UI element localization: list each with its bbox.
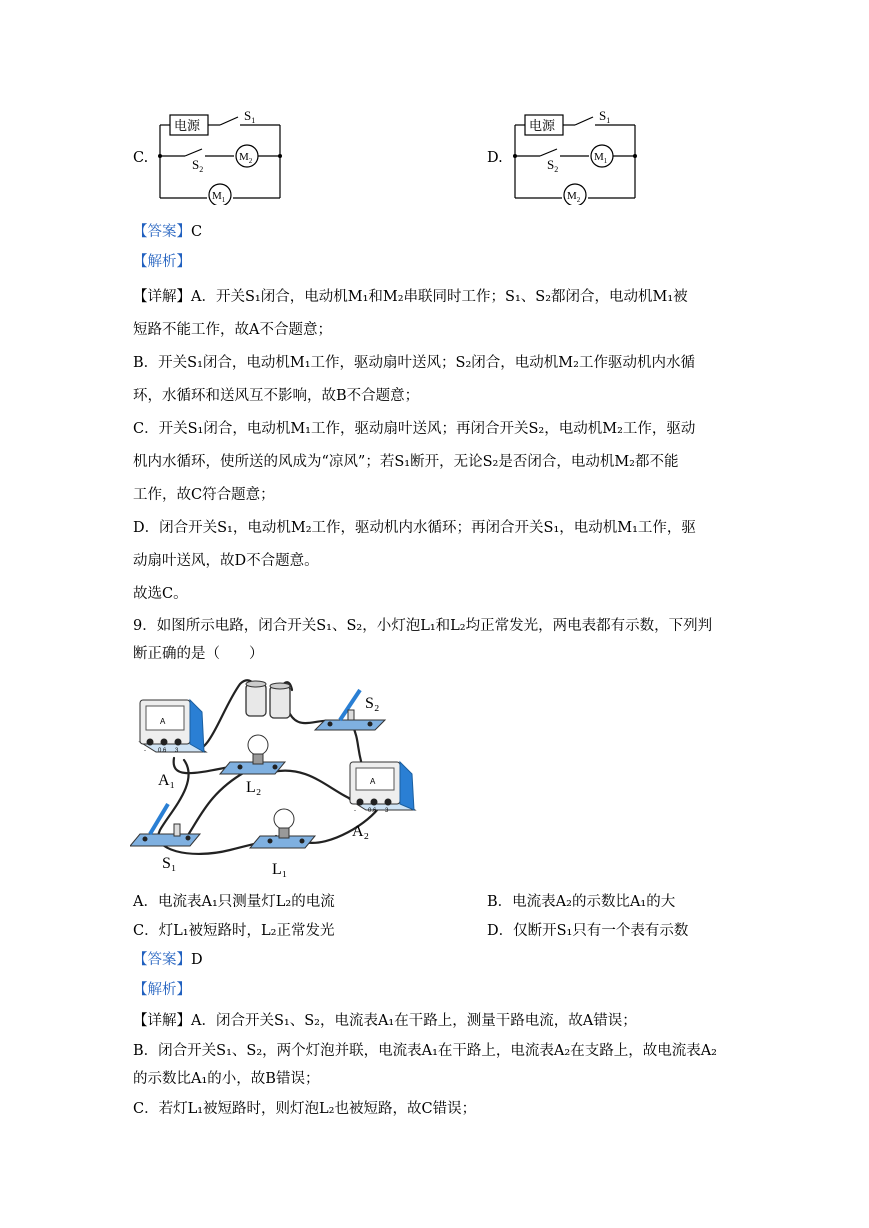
option-c-label: C. — [133, 150, 149, 166]
q8-analysis-tag: 【解析】 — [133, 254, 191, 270]
svg-text:3: 3 — [175, 748, 179, 754]
svg-text:0.6: 0.6 — [158, 748, 167, 754]
q8-detail-c-2: 机内水循环，使所送的风成为“凉风”；若S₁断开，无论S₂是否闭合，电动机M₂都不能 — [133, 454, 679, 470]
q8-detail-d-2: 动扇叶送风，故D不合题意。 — [133, 553, 319, 569]
l2-label: L₂ — [246, 779, 262, 796]
q8-detail-b-1: B．开关S₁闭合，电动机M₁工作，驱动扇叶送风；S₂闭合，电动机M₂工作驱动机内水循 — [133, 355, 695, 371]
svg-text:M1: $M_1$ — [594, 151, 608, 165]
svg-text:0.6: 0.6 — [368, 808, 377, 814]
q9-detail-a: 【详解】A．闭合开关S₁、S₂，电流表A₁在干路上，测量干路电流，故A错误； — [133, 1013, 637, 1029]
option-d-label: D. — [487, 150, 503, 166]
a1-label: A₁ — [158, 772, 176, 789]
circuit-diagram-c — [150, 105, 290, 205]
q9-option-a: A．电流表A₁只测量灯L₂的电流 — [133, 894, 335, 910]
bulb-l1-icon — [250, 809, 315, 848]
power-label-d: 电源 — [529, 118, 556, 133]
svg-text:M1: $M_1$ — [212, 190, 226, 204]
q8-detail-b-2: 环，水循环和送风互不影响，故B不合题意； — [133, 388, 420, 404]
power-label-c: 电源 — [174, 118, 201, 133]
svg-text:S1: $S_1$ — [244, 108, 256, 125]
battery-icon — [246, 681, 290, 718]
s2-label: S₂ — [365, 695, 380, 712]
bulb-l2-icon — [220, 735, 285, 774]
svg-text:S1: $S_1$ — [599, 108, 611, 125]
q8-conclusion: 故选C。 — [133, 586, 188, 602]
a2-label: A₂ — [352, 823, 370, 840]
q9-analysis-tag: 【解析】 — [133, 982, 191, 998]
ammeter-a1-icon — [140, 700, 206, 754]
q9-detail-b-1: B．闭合开关S₁、S₂，两个灯泡并联，电流表A₁在干路上，电流表A₂在支路上，故电流表A₂ — [133, 1043, 717, 1059]
svg-text:S2: $S_2$ — [192, 157, 204, 174]
svg-text:M2: $M_2$ — [567, 190, 581, 204]
svg-text:A: A — [370, 777, 376, 786]
ammeter-a2-icon — [350, 762, 415, 814]
svg-text:-: - — [354, 808, 356, 814]
l1-label: L₁ — [272, 861, 288, 878]
q8-detail-c-3: 工作，故C符合题意； — [133, 487, 275, 503]
q9-answer: 【答案】D — [133, 952, 203, 968]
circuit-diagram-d — [505, 105, 645, 205]
q8-detail-d-1: D．闭合开关S₁，电动机M₂工作，驱动机内水循环；再闭合开关S₁，电动机M₁工作，驱 — [133, 520, 696, 536]
q9-stem-1: 9．如图所示电路，闭合开关S₁、S₂，小灯泡L₁和L₂均正常发光，两电表都有示数，下列判 — [133, 618, 713, 634]
q8-answer: 【答案】C — [133, 224, 203, 240]
svg-text:3: 3 — [385, 808, 389, 814]
q8-detail-a-1: 【详解】A．开关S₁闭合，电动机M₁和M₂串联同时工作；S₁、S₂都闭合，电动机M₁被 — [133, 289, 688, 305]
q9-option-c: C．灯L₁被短路时，L₂正常发光 — [133, 923, 335, 939]
svg-text:M2: $M_2$ — [239, 151, 253, 165]
q8-detail-c-1: C．开关S₁闭合，电动机M₁工作，驱动扇叶送风；再闭合开关S₂，电动机M₂工作，驱动 — [133, 421, 696, 437]
q9-stem-2: 断正确的是（ ） — [133, 646, 264, 662]
q9-option-b: B．电流表A₂的示数比A₁的大 — [487, 894, 676, 910]
q9-option-d: D．仅断开S₁只有一个表有示数 — [487, 923, 689, 939]
q9-circuit-figure — [130, 672, 420, 884]
q9-detail-c: C．若灯L₁被短路时，则灯泡L₂也被短路，故C错误； — [133, 1101, 477, 1117]
s1-label: S₁ — [162, 855, 177, 872]
switch-s1-icon — [130, 804, 200, 846]
svg-text:A: A — [160, 717, 166, 726]
svg-text:S2: $S_2$ — [547, 157, 559, 174]
svg-text:-: - — [144, 748, 146, 754]
q9-detail-b-2: 的示数比A₁的小，故B错误； — [133, 1071, 320, 1087]
q8-detail-a-2: 短路不能工作，故A不合题意； — [133, 322, 332, 338]
